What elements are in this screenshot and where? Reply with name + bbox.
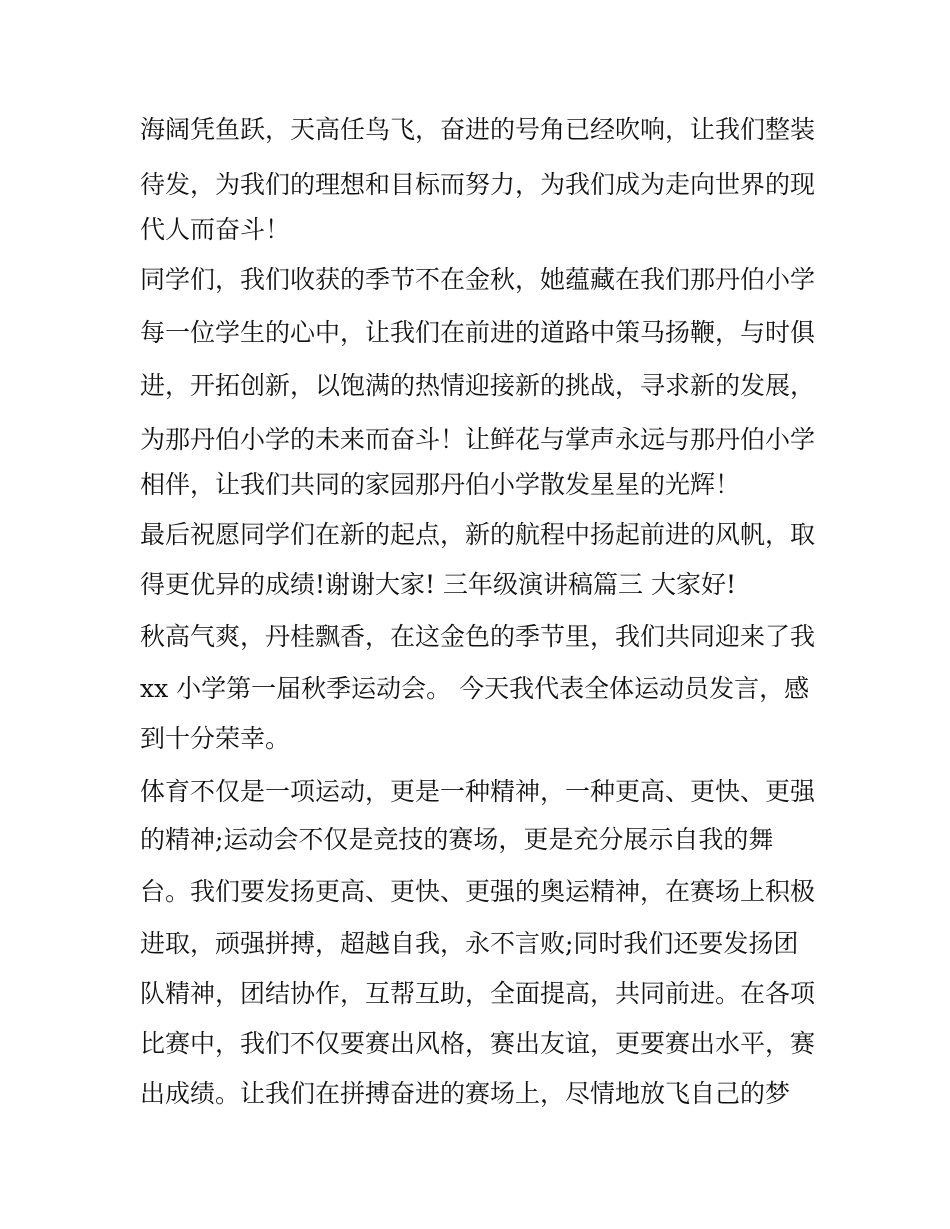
text-line-8: 相伴，让我们共同的家园那丹伯小学散发星星的光辉！: [140, 470, 741, 499]
text-line-13: 到十分荣幸。: [140, 724, 291, 753]
text-line-7: 为那丹伯小学的未来而奋斗！让鲜花与掌声永远与那丹伯小学: [140, 425, 816, 454]
text-line-5: 每一位学生的心中，让我们在前进的道路中策马扬鞭，与时俱: [140, 318, 816, 347]
text-line-12: xx 小学第一届秋季运动会。 今天我代表全体运动员发言，感: [140, 674, 810, 703]
text-line-15: 的精神;运动会不仅是竞技的赛场，更是充分展示自我的舞: [140, 825, 774, 854]
text-line-10: 得更优异的成绩!谢谢大家! 三年级演讲稿篇三 大家好!: [140, 570, 737, 599]
text-line-4: 同学们，我们收获的季节不在金秋，她蕴藏在我们那丹伯小学: [140, 265, 816, 294]
text-line-14: 体育不仅是一项运动，更是一种精神，一种更高、更快、更强: [140, 777, 816, 806]
text-line-19: 比赛中，我们不仅要赛出风格，赛出友谊，更要赛出水平，赛: [140, 1029, 816, 1058]
text-line-3: 代人而奋斗！: [140, 215, 291, 244]
text-line-1: 海阔凭鱼跃，天高任鸟飞，奋进的号角已经吹响，让我们整装: [140, 115, 816, 144]
text-line-18: 队精神，团结协作，互帮互助，全面提高，共同前进。在各项: [140, 979, 816, 1008]
text-line-20: 出成绩。让我们在拼搏奋进的赛场上，尽情地放飞自己的梦: [140, 1079, 791, 1108]
text-line-16: 台。我们要发扬更高、更快、更强的奥运精神，在赛场上积极: [140, 877, 816, 906]
text-line-2: 待发，为我们的理想和目标而努力，为我们成为走向世界的现: [140, 170, 816, 199]
text-line-11: 秋高气爽，丹桂飘香，在这金色的季节里，我们共同迎来了我: [140, 622, 816, 651]
text-line-6: 进，开拓创新，以饱满的热情迎接新的挑战，寻求新的发展，: [140, 371, 816, 400]
text-line-17: 进取，顽强拼搏，超越自我，永不言败;同时我们还要发扬团: [140, 929, 799, 958]
text-line-9: 最后祝愿同学们在新的起点，新的航程中扬起前进的风帆，取: [140, 520, 816, 549]
